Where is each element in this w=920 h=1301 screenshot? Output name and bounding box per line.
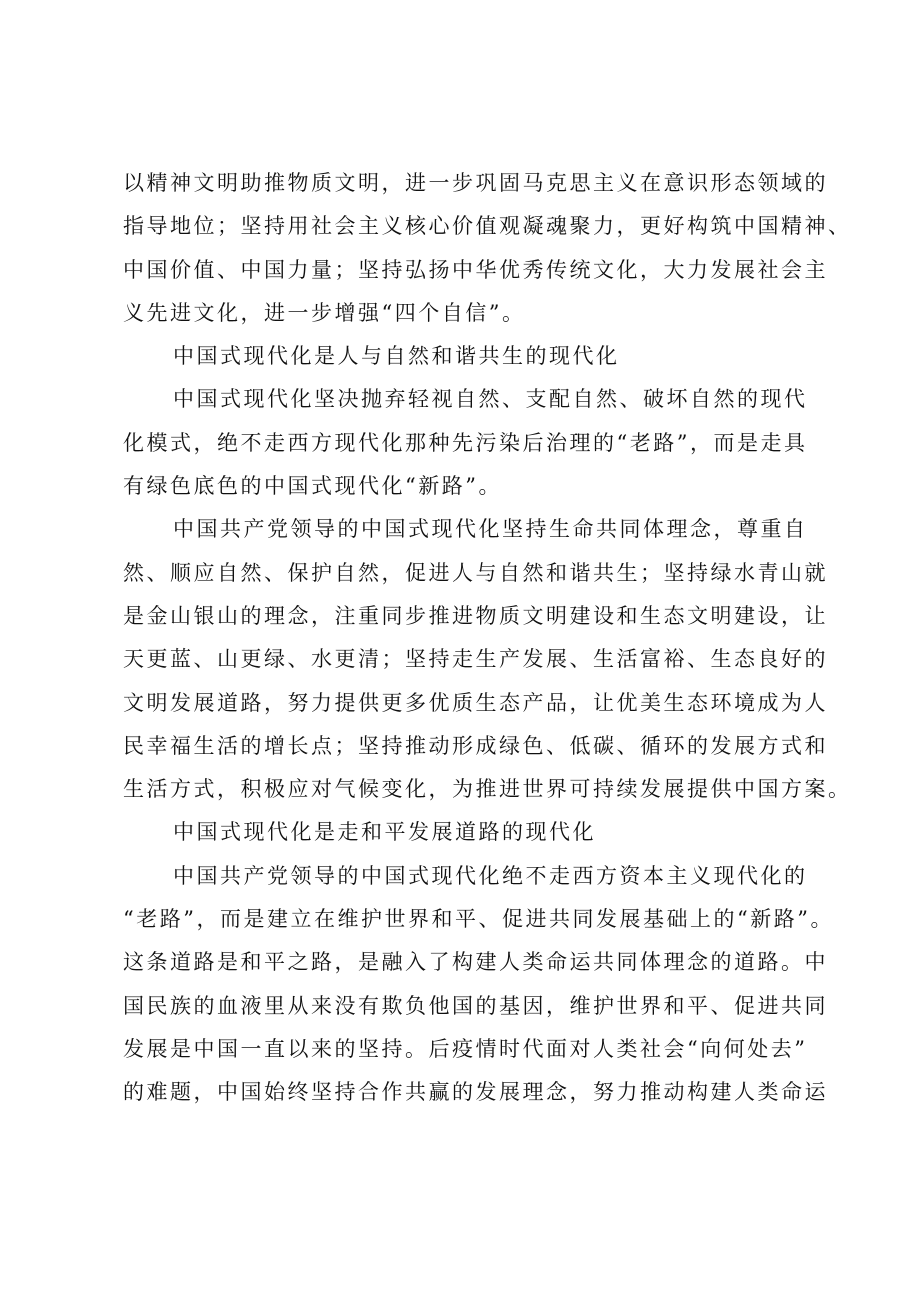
paragraph-line: 中国价值、中国力量；坚持弘扬中华优秀传统文化，大力发展社会主 xyxy=(123,257,828,282)
paragraph-line: 文明发展道路，努力提供更多优质生态产品，让优美生态环境成为人 xyxy=(123,690,828,715)
paragraph-line: 然、顺应自然、保护自然，促进人与自然和谐共生；坚持绿水青山就 xyxy=(123,560,828,585)
paragraph-line: 义先进文化，进一步增强“四个自信”。 xyxy=(123,300,526,325)
paragraph-line: 生活方式，积极应对气候变化，为推进世界可持续发展提供中国方案。 xyxy=(123,777,852,802)
paragraph-line: 发展是中国一直以来的坚持。后疫情时代面对人类社会“向何处去” xyxy=(123,1036,808,1061)
paragraph-line: 中国共产党领导的中国式现代化绝不走西方资本主义现代化的 xyxy=(173,863,808,888)
paragraph-line: 以精神文明助推物质文明，进一步巩固马克思主义在意识形态领域的 xyxy=(123,171,828,195)
document-body xyxy=(123,162,852,1115)
paragraph-line: 的难题，中国始终坚持合作共赢的发展理念，努力推动构建人类命运 xyxy=(123,1080,828,1105)
paragraph-line: 民幸福生活的增长点；坚持推动形成绿色、低碳、循环的发展方式和 xyxy=(123,733,828,758)
paragraph-line: 天更蓝、山更绿、水更清；坚持走生产发展、生活富裕、生态良好的 xyxy=(123,647,828,672)
paragraph-line: 这条道路是和平之路，是融入了构建人类命运共同体理念的道路。中 xyxy=(123,950,828,975)
paragraph-line: 国民族的血液里从来没有欺负他国的基因，维护世界和平、促进共同 xyxy=(123,993,828,1018)
paragraph-line: 是金山银山的理念，注重同步推进物质文明建设和生态文明建设，让 xyxy=(123,603,828,628)
paragraph-line: 中国式现代化坚决抛弃轻视自然、支配自然、破坏自然的现代 xyxy=(173,387,808,412)
paragraph-line: 化模式，绝不走西方现代化那种先污染后治理的“老路”，而是走具 xyxy=(123,430,808,455)
paragraph-line: “老路”，而是建立在维护世界和平、促进共同发展基础上的“新路”。 xyxy=(123,907,834,932)
paragraph-line: 中国共产党领导的中国式现代化坚持生命共同体理念，尊重自 xyxy=(173,517,808,542)
section-heading: 中国式现代化是走和平发展道路的现代化 xyxy=(173,820,596,845)
paragraph-line: 指导地位；坚持用社会主义核心价值观凝魂聚力，更好构筑中国精神、 xyxy=(123,214,852,239)
section-heading: 中国式现代化是人与自然和谐共生的现代化 xyxy=(173,344,620,369)
paragraph-line: 有绿色底色的中国式现代化“新路”。 xyxy=(123,474,502,499)
